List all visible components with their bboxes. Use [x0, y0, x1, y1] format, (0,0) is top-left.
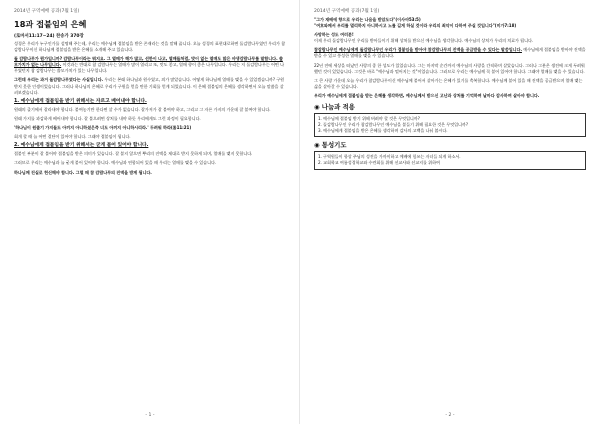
apply-title: ◉ 나눔과 적용: [314, 103, 355, 112]
question-paragraph: [14, 56, 286, 74]
main-point-paragraph: [314, 47, 586, 59]
scripture-ref: (로마서11:17~24) 찬송가 370장: [14, 34, 84, 39]
apply-item: 3. 예수님에게 접붙임을 받은 은혜를 생각하며 감사의 고백을 나눠 봅시다.: [318, 128, 448, 134]
apply-item: 1. 예수님께 접붙임 받기 위해 버려야 할 것은 무엇입니까?: [318, 116, 420, 122]
question-rest: 이것과는 반대로 참 감람나무는 열매가 많이 열리고 또, 맛도 좋고, 열매 향이 좋은 나무입니다. 우리는 저 돌감람나무는 어떤 나무였던지 참 감람나무는 쓸모가치가 있는 나무입니다.: [14, 62, 284, 74]
greeting-text: 이제 우리 돌감람나무인 우리를 받아들이기 위해 상처를 받으신 예수님을 생각합니다. 예수님의 상처가 우리의 치료가 됩니다.: [314, 38, 534, 44]
main-point-bold: 참감람나무인 예수님에게 돌감람나무인 우리가 접붙임을 받아야 참감람나무의 진액을 공급받을 수 있다는 말씀입니다.: [314, 47, 522, 53]
prayer-item: 1. 구역원들이 항상 주님의 성전을 가까이하고 예배에 힘쓰는 자녀들 되게 하소서.: [318, 154, 461, 160]
section-2-c: 하나님께 진실로 헌신해야 합니다. 그럴 때 참 감람나무의 진액을 받게 됩니다.: [14, 169, 152, 175]
blessing-paragraph: 그 큰 사랑 가운데 오늘 우리가 참감람나무이신 예수님께 붙어서 살아가는 은혜가 있기를 축복합니다. 예수님께 붙어 있을 때 진액을 공급받으며 열매 맺는 삶을 살아갈 수 있습니다.: [314, 77, 583, 89]
section-1-title: 1. 예수님에게 접붙임을 받기 위해서는 자르고 베어내야 합니다.: [14, 98, 147, 104]
page-number: - 2 -: [445, 413, 455, 418]
quote-2: "여호와께서 우리를 멀리하지 아니하시고 노를 길게 하실 것이라 우리의 죄악이 다하여 주실 것입니다"(미가7:18): [314, 23, 517, 29]
section-1-quote: '하나님이 원줄기 가지들도 아끼지 아니하셨은즉 너도 아끼지 아니하시리라.' 두려워 하라(롬11:21): [14, 125, 192, 131]
quote-1: "그가 재배에 향으로 우리는 나음을 받았도다"(이사야53:5): [314, 17, 421, 22]
lesson-title: 18과 접붙임의 은혜: [14, 19, 87, 29]
page-header: 2014년 구역예배 공과(7월 1일): [14, 9, 80, 14]
past-bold: 그런데 우리는 과거 돌감람나무였다는 사실입니다.: [14, 77, 104, 83]
section-2-a: 접붙인 부분이 잘 붙어야 접붙임을 받은 의미가 있습니다. 잘 붙지 않으면 뿌리의 진액을 제대로 받지 못하게 되며, 열매를 맺지 못합니다.: [14, 151, 253, 157]
page-number: - 1 -: [145, 413, 155, 418]
section-2-b: 그러므로 우리는 예수님과 늘 굳게 붙어 있어야 합니다. 예수님과 연합되어 있을 때 우리는 열매를 맺을 수 있습니다.: [14, 160, 217, 166]
greeting: 사망하는 성도 여러분!: [314, 32, 354, 38]
right-page: [300, 0, 600, 424]
story-paragraph: 22년 전에 세상을 떠났던 사랑의 종 한 성도가 있었습니다. 그는 마지막 순간까지 예수님의 사랑을 간직하며 살았습니다. 그러나 그분은 생전에 크게 두려워 했던 것이 있었습니다. 그것은 바로 "예수님과 떨어지는 것"이었습니다. 그러므로 우리는 예수님께 꼭 붙어 있어야 합니다. 그래야 열매를 맺을 수 있습니다.: [314, 62, 585, 74]
past-text: 우리는 본래 하나님과 원수였고, 죄가 많았습니다. 어떻게 하나님께 열매를 맺을 수 있었겠습니까? 구원받지 못한 인생이었습니다. 그러나 하나님의 은혜로 우리가 구원을 얻을 만한 기회를 얻게 되었습니다. 이 은혜 접붙임의 은혜를 생각하면서 오늘 말씀을 살펴보겠습니다.: [14, 77, 285, 95]
prayer-item: 2. 교회학교 여름성경학교와 수련회를 위해 선교사와 선교지를 위하여: [318, 160, 440, 166]
past-paragraph: [14, 77, 286, 95]
conclusion-paragraph: 우리가 예수님에게 접붙임을 받는 은혜를 생각하면, 예수님께서 받으신 고난과 상처를 기억하며 날마다 감사하며 살아야 합니다.: [314, 92, 540, 98]
prayer-box: [314, 151, 586, 169]
section-1-b: 원래 가지를 과감하게 베어내야 합니다. 잘 붙으려면 상처를 내야 하듯 우리에게도 그런 과정이 필요합니다.: [14, 115, 201, 121]
apply-item: 2. 돌감람나무인 우리가 참감람나무인 예수님을 붙들기 위해 필요한 것은 무엇입니까?: [318, 122, 468, 128]
main-point-text: 예수님에게 접붙임을 받아야 진액을 받을 수 있고 풍성한 열매를 맺을 수 있습니다.: [314, 47, 586, 59]
intro-paragraph: 성경은 우리가 누구인가를 설명해 주는데, 우리는 예수님께 접붙임을 받은 존재라는 것을 말해 줍니다. 오늘 성경의 표현대로하면 돌감람나무였던 우리가 참 감람나무이신 하나님께 접붙임을 받은 은혜를 소개해 주고 있습니다.: [14, 41, 286, 53]
question-bold: 돌 감람나무가 뭔가입니까? 감람나무이라는 뭐지요. 그 열매가 해가 많고, 선한이 나고, 열매들처럼, 맛이 없는 열매도 많은 야생감람나무를 말합니다. 쓸모가치가 없는 나무입니다.: [14, 56, 283, 68]
prayer-title: ◉ 통성기도: [314, 141, 347, 150]
page-header: 2014년 구역예배 공과(7월 1일): [314, 9, 380, 14]
apply-box: [314, 113, 586, 137]
section-1-a: 원래의 줄기에서 잘라내야 합니다. 붙여놓기만 한다면 살 수가 없습니다. 잘가져가 잘 붙여야 하고, 그리고 그 자른 가지의 가운데 잘 붙여야 합니다.: [14, 106, 271, 112]
section-1-d: 회개 할 때 늘 어떤 결단이 있어야 합니다. 그래야 접붙임이 됩니다.: [14, 134, 131, 140]
section-2-title: 2. 예수님에게 접붙임을 받기 위해서는 굳게 붙어 있어야 합니다.: [14, 143, 149, 149]
